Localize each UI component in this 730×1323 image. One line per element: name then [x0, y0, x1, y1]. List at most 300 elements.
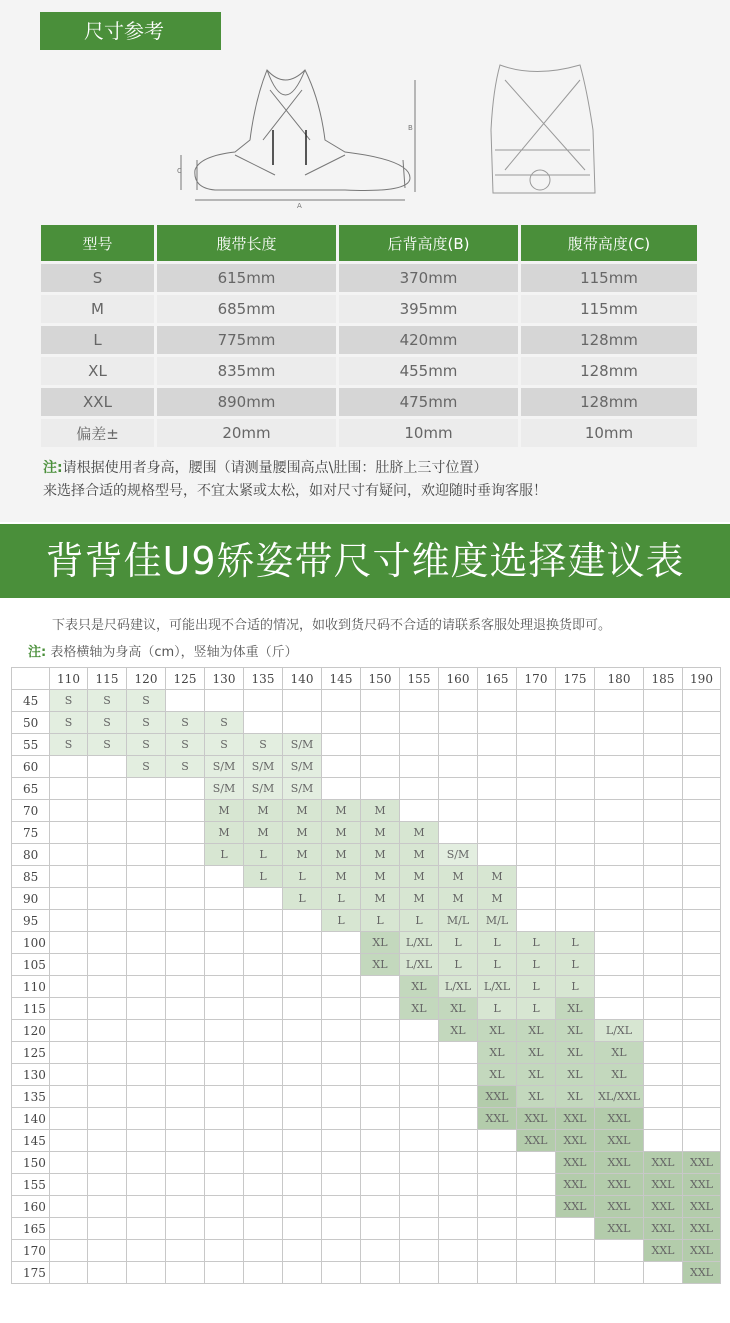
grid-cell: M/L — [478, 910, 517, 932]
note-line-2: 来选择合适的规格型号，不宜太紧或太松，如对尺寸有疑问，欢迎随时垂询客服！ — [43, 483, 547, 499]
size-cell: 420mm — [336, 326, 518, 354]
grid-cell — [595, 954, 644, 976]
grid-cell: XXL — [683, 1218, 721, 1240]
grid-cell — [683, 778, 721, 800]
grid-cell: XXL — [644, 1218, 683, 1240]
grid-cell: XXL — [517, 1108, 556, 1130]
grid-cell — [127, 1042, 166, 1064]
grid-cell: XXL — [478, 1086, 517, 1108]
grid-cell — [127, 910, 166, 932]
grid-cell — [205, 910, 244, 932]
header-back-height: 后背高度(B) — [336, 225, 518, 261]
grid-cell: XL — [595, 1042, 644, 1064]
size-cell: XL — [41, 357, 154, 385]
grid-cell — [683, 866, 721, 888]
grid-cell: M — [322, 866, 361, 888]
grid-cell — [88, 756, 127, 778]
height-header: 145 — [322, 668, 361, 690]
grid-cell: L — [205, 844, 244, 866]
grid-cell — [322, 1152, 361, 1174]
grid-cell — [595, 756, 644, 778]
grid-cell — [283, 1130, 322, 1152]
grid-cell — [361, 998, 400, 1020]
grid-cell: S — [88, 712, 127, 734]
grid-cell: M — [283, 844, 322, 866]
grid-cell — [322, 778, 361, 800]
grid-cell — [556, 756, 595, 778]
height-header: 165 — [478, 668, 517, 690]
grid-cell — [517, 712, 556, 734]
grid-cell: L — [517, 998, 556, 1020]
grid-cell — [88, 1240, 127, 1262]
grid-cell — [683, 800, 721, 822]
height-header: 150 — [361, 668, 400, 690]
grid-cell — [50, 888, 88, 910]
grid-cell — [244, 910, 283, 932]
grid-cell — [644, 976, 683, 998]
grid-cell — [88, 1130, 127, 1152]
weight-header: 105 — [12, 954, 50, 976]
grid-cell — [595, 712, 644, 734]
height-header: 125 — [166, 668, 205, 690]
grid-cell — [439, 778, 478, 800]
grid-cell — [644, 844, 683, 866]
grid-cell — [127, 778, 166, 800]
height-header: 160 — [439, 668, 478, 690]
grid-cell: XL — [556, 1064, 595, 1086]
grid-cell: S — [166, 734, 205, 756]
grid-cell — [166, 690, 205, 712]
grid-cell: XXL — [644, 1196, 683, 1218]
grid-cell — [478, 1196, 517, 1218]
size-cell: 775mm — [154, 326, 336, 354]
grid-cell — [283, 1020, 322, 1042]
grid-cell — [400, 1196, 439, 1218]
grid-cell — [88, 866, 127, 888]
grid-cell: M — [361, 888, 400, 910]
grid-cell — [322, 1020, 361, 1042]
grid-cell — [205, 1020, 244, 1042]
grid-cell — [166, 1130, 205, 1152]
grid-cell: L — [556, 954, 595, 976]
grid-cell: XXL — [595, 1174, 644, 1196]
grid-cell — [644, 1262, 683, 1284]
grid-cell — [556, 800, 595, 822]
grid-cell: XXL — [683, 1174, 721, 1196]
grid-cell — [166, 888, 205, 910]
weight-header: 55 — [12, 734, 50, 756]
grid-cell — [322, 954, 361, 976]
grid-cell — [400, 734, 439, 756]
size-cell: 128mm — [518, 388, 697, 416]
grid-cell — [50, 976, 88, 998]
grid-cell — [244, 712, 283, 734]
weight-header: 155 — [12, 1174, 50, 1196]
grid-cell: XL/XXL — [595, 1086, 644, 1108]
grid-cell — [556, 1240, 595, 1262]
height-header: 140 — [283, 668, 322, 690]
grid-cell — [361, 976, 400, 998]
grid-row — [12, 756, 721, 778]
grid-corner — [12, 668, 50, 690]
grid-cell: XL — [556, 1086, 595, 1108]
grid-cell — [322, 1130, 361, 1152]
grid-cell — [683, 1130, 721, 1152]
grid-cell — [644, 888, 683, 910]
grid-cell — [439, 1152, 478, 1174]
grid-cell — [244, 1196, 283, 1218]
size-row — [41, 326, 697, 354]
grid-cell — [88, 1152, 127, 1174]
grid-row — [12, 998, 721, 1020]
grid-cell — [322, 1174, 361, 1196]
grid-cell — [283, 1196, 322, 1218]
grid-cell — [322, 976, 361, 998]
grid-cell — [683, 822, 721, 844]
grid-cell — [478, 844, 517, 866]
grid-row — [12, 734, 721, 756]
grid-cell — [205, 1240, 244, 1262]
grid-cell — [244, 1152, 283, 1174]
grid-cell — [283, 954, 322, 976]
grid-cell — [361, 734, 400, 756]
grid-cell — [88, 910, 127, 932]
header-model: 型号 — [41, 225, 154, 261]
grid-cell — [88, 1174, 127, 1196]
height-header: 115 — [88, 668, 127, 690]
grid-cell — [88, 822, 127, 844]
grid-row — [12, 1152, 721, 1174]
grid-cell: L — [517, 954, 556, 976]
grid-cell — [50, 1218, 88, 1240]
weight-header: 110 — [12, 976, 50, 998]
grid-cell — [166, 1262, 205, 1284]
grid-cell — [556, 822, 595, 844]
grid-cell — [361, 1240, 400, 1262]
grid-cell — [478, 1218, 517, 1240]
grid-cell — [400, 1218, 439, 1240]
grid-cell: M — [283, 800, 322, 822]
grid-row — [12, 1108, 721, 1130]
grid-cell — [50, 1020, 88, 1042]
weight-header: 90 — [12, 888, 50, 910]
grid-cell — [50, 800, 88, 822]
grid-cell — [88, 932, 127, 954]
size-recommendation-grid — [11, 667, 721, 1284]
grid-cell: XXL — [683, 1196, 721, 1218]
grid-cell: L — [283, 888, 322, 910]
grid-cell: XL — [556, 1042, 595, 1064]
grid-cell — [205, 976, 244, 998]
grid-cell: L — [556, 932, 595, 954]
grid-cell — [50, 866, 88, 888]
dimension-c-label: C — [177, 167, 182, 175]
grid-cell — [205, 690, 244, 712]
grid-cell — [683, 734, 721, 756]
grid-cell — [166, 1218, 205, 1240]
grid-cell: M — [400, 844, 439, 866]
grid-cell: M — [205, 822, 244, 844]
grid-cell — [50, 1042, 88, 1064]
grid-cell: XL — [400, 998, 439, 1020]
grid-cell: S — [50, 734, 88, 756]
grid-cell — [322, 1240, 361, 1262]
grid-cell — [322, 712, 361, 734]
grid-cell: M — [361, 866, 400, 888]
axis-note-text: 表格横轴为身高（cm），竖轴为体重（斤） — [50, 645, 298, 660]
grid-cell — [400, 690, 439, 712]
grid-cell — [283, 1108, 322, 1130]
grid-cell — [50, 998, 88, 1020]
grid-cell — [400, 800, 439, 822]
grid-cell — [166, 1240, 205, 1262]
grid-cell — [166, 1152, 205, 1174]
grid-cell — [361, 1108, 400, 1130]
grid-cell — [517, 690, 556, 712]
grid-cell — [683, 690, 721, 712]
grid-cell — [400, 1020, 439, 1042]
grid-row — [12, 1086, 721, 1108]
grid-cell — [50, 954, 88, 976]
grid-cell — [644, 1086, 683, 1108]
grid-cell — [439, 734, 478, 756]
grid-cell — [595, 734, 644, 756]
grid-cell — [166, 1042, 205, 1064]
grid-cell — [556, 910, 595, 932]
grid-cell — [244, 954, 283, 976]
grid-cell — [361, 1086, 400, 1108]
grid-cell — [361, 690, 400, 712]
grid-cell — [322, 1042, 361, 1064]
grid-cell — [127, 976, 166, 998]
grid-cell: XXL — [556, 1130, 595, 1152]
grid-cell — [595, 998, 644, 1020]
grid-cell — [595, 778, 644, 800]
grid-cell: L — [478, 954, 517, 976]
grid-cell — [88, 954, 127, 976]
grid-cell — [400, 1064, 439, 1086]
grid-cell — [205, 954, 244, 976]
grid-cell — [439, 1064, 478, 1086]
grid-cell — [361, 1020, 400, 1042]
grid-cell: XL — [439, 1020, 478, 1042]
grid-cell — [205, 1108, 244, 1130]
grid-cell — [439, 1086, 478, 1108]
grid-cell: S — [50, 690, 88, 712]
grid-cell — [127, 866, 166, 888]
note-line-1: 请根据使用者身高，腰围（请测量腰围高点\肚围：肚脐上三寸位置） — [62, 460, 488, 476]
grid-cell — [683, 756, 721, 778]
weight-header: 100 — [12, 932, 50, 954]
grid-cell: XXL — [644, 1174, 683, 1196]
grid-cell — [400, 1130, 439, 1152]
grid-cell — [400, 1240, 439, 1262]
grid-cell — [166, 910, 205, 932]
grid-cell — [439, 1042, 478, 1064]
grid-cell: L — [517, 932, 556, 954]
grid-cell: XXL — [556, 1108, 595, 1130]
size-row — [41, 264, 697, 292]
grid-cell — [205, 888, 244, 910]
grid-cell — [400, 1042, 439, 1064]
grid-cell — [595, 910, 644, 932]
grid-row — [12, 932, 721, 954]
grid-cell — [88, 1196, 127, 1218]
grid-cell — [50, 1064, 88, 1086]
intro-text: 下表只是尺码建议，可能出现不合适的情况，如收到货尺码不合适的请联系客服处理退换货即可。 — [52, 618, 612, 633]
grid-cell — [361, 1262, 400, 1284]
grid-cell: XXL — [683, 1240, 721, 1262]
height-header: 175 — [556, 668, 595, 690]
weight-header: 45 — [12, 690, 50, 712]
grid-cell — [322, 998, 361, 1020]
grid-cell — [322, 1196, 361, 1218]
weight-header: 50 — [12, 712, 50, 734]
grid-cell — [50, 1262, 88, 1284]
grid-cell — [644, 712, 683, 734]
grid-cell — [595, 866, 644, 888]
size-cell: 835mm — [154, 357, 336, 385]
grid-cell — [400, 712, 439, 734]
grid-row — [12, 1218, 721, 1240]
size-cell: 128mm — [518, 357, 697, 385]
grid-cell — [50, 844, 88, 866]
grid-cell — [166, 976, 205, 998]
grid-cell — [683, 1108, 721, 1130]
grid-cell — [439, 822, 478, 844]
grid-cell — [244, 1262, 283, 1284]
grid-cell — [244, 1086, 283, 1108]
weight-header: 80 — [12, 844, 50, 866]
grid-cell: M — [400, 866, 439, 888]
grid-cell: XL — [361, 932, 400, 954]
grid-cell — [283, 932, 322, 954]
grid-cell: XL — [517, 1042, 556, 1064]
grid-cell — [127, 822, 166, 844]
grid-cell: M — [400, 822, 439, 844]
height-header: 180 — [595, 668, 644, 690]
grid-cell — [50, 910, 88, 932]
grid-cell — [644, 1108, 683, 1130]
grid-cell — [683, 976, 721, 998]
grid-cell: XL — [478, 1064, 517, 1086]
weight-header: 135 — [12, 1086, 50, 1108]
grid-cell: M — [322, 822, 361, 844]
grid-cell: M — [439, 888, 478, 910]
grid-cell — [556, 866, 595, 888]
grid-cell: S — [166, 756, 205, 778]
size-row — [41, 295, 697, 323]
grid-cell — [556, 778, 595, 800]
weight-header: 140 — [12, 1108, 50, 1130]
size-row — [41, 419, 697, 447]
grid-cell: M — [283, 822, 322, 844]
grid-cell — [166, 822, 205, 844]
grid-row — [12, 976, 721, 998]
weight-header: 60 — [12, 756, 50, 778]
axis-note-prefix: 注: — [28, 645, 47, 660]
grid-cell: L/XL — [400, 954, 439, 976]
grid-cell — [205, 1042, 244, 1064]
grid-cell: XL — [361, 954, 400, 976]
grid-cell — [50, 822, 88, 844]
grid-cell — [244, 998, 283, 1020]
grid-cell — [478, 1240, 517, 1262]
grid-cell — [244, 1042, 283, 1064]
grid-cell — [400, 778, 439, 800]
grid-cell — [556, 1262, 595, 1284]
grid-row — [12, 778, 721, 800]
grid-cell — [361, 1064, 400, 1086]
size-cell: 455mm — [336, 357, 518, 385]
size-cell: 615mm — [154, 264, 336, 292]
weight-header: 170 — [12, 1240, 50, 1262]
grid-cell — [400, 1108, 439, 1130]
height-header: 130 — [205, 668, 244, 690]
grid-cell — [595, 1240, 644, 1262]
grid-cell — [517, 1152, 556, 1174]
grid-cell — [478, 712, 517, 734]
grid-cell — [478, 690, 517, 712]
grid-cell — [127, 1196, 166, 1218]
grid-cell: XL — [517, 1086, 556, 1108]
grid-cell — [50, 1152, 88, 1174]
grid-cell — [50, 1196, 88, 1218]
grid-cell — [683, 888, 721, 910]
grid-cell — [556, 1218, 595, 1240]
grid-cell — [205, 1086, 244, 1108]
grid-cell: S/M — [283, 778, 322, 800]
weight-header: 95 — [12, 910, 50, 932]
weight-header: 175 — [12, 1262, 50, 1284]
grid-cell: M — [478, 888, 517, 910]
grid-cell — [127, 1086, 166, 1108]
grid-cell: XL — [478, 1042, 517, 1064]
grid-row — [12, 1020, 721, 1042]
grid-cell — [283, 1174, 322, 1196]
size-cell: 475mm — [336, 388, 518, 416]
grid-cell: L — [478, 932, 517, 954]
grid-cell — [322, 932, 361, 954]
grid-cell: XXL — [556, 1174, 595, 1196]
grid-cell — [283, 1152, 322, 1174]
grid-cell — [283, 910, 322, 932]
grid-cell — [244, 932, 283, 954]
grid-cell — [166, 844, 205, 866]
grid-cell — [283, 976, 322, 998]
grid-cell — [595, 888, 644, 910]
grid-cell — [88, 998, 127, 1020]
size-spec-table — [41, 222, 697, 450]
grid-cell — [322, 690, 361, 712]
grid-cell — [361, 1042, 400, 1064]
grid-cell — [166, 1196, 205, 1218]
weight-header: 125 — [12, 1042, 50, 1064]
grid-cell — [439, 690, 478, 712]
product-diagram — [175, 60, 615, 210]
grid-row — [12, 1174, 721, 1196]
grid-cell — [166, 1020, 205, 1042]
size-cell: M — [41, 295, 154, 323]
grid-cell: S — [127, 712, 166, 734]
size-cell: 370mm — [336, 264, 518, 292]
grid-cell — [644, 756, 683, 778]
grid-cell — [644, 998, 683, 1020]
grid-cell — [127, 1152, 166, 1174]
grid-row — [12, 954, 721, 976]
grid-cell — [683, 1086, 721, 1108]
grid-cell: XXL — [595, 1218, 644, 1240]
